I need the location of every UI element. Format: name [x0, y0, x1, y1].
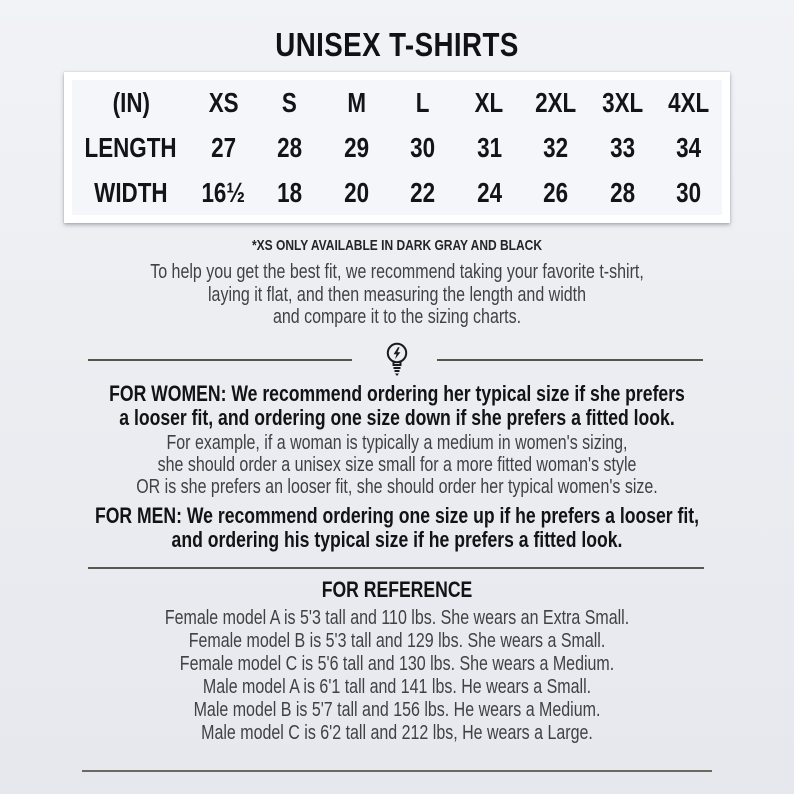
size-column-header: 4XL	[668, 86, 710, 118]
size-column-header: S	[282, 86, 298, 118]
reference-line: Male model B is 5'7 tall and 156 lbs. He wears a Medium.	[193, 699, 601, 721]
size-column-header: XL	[474, 86, 504, 118]
bottom-divider	[82, 770, 712, 772]
width-row-label: WIDTH	[94, 176, 168, 208]
fit-example-line: For example, if a woman is typically a medium in women's sizing,	[166, 432, 628, 454]
width-cell: 30	[676, 176, 702, 208]
page-title: UNISEX T-SHIRTS	[275, 26, 519, 63]
length-cell: 29	[343, 131, 369, 163]
size-chart-table	[72, 80, 722, 215]
length-cell: 33	[609, 131, 635, 163]
reference-line: Female model C is 5'6 tall and 130 lbs. She wears a Medium.	[179, 653, 615, 675]
width-cell: 24	[476, 176, 502, 208]
length-cell: 28	[277, 131, 303, 163]
men-advice-line: and ordering his typical size if he prefers a fitted look.	[171, 527, 623, 552]
width-cell: 18	[277, 176, 303, 208]
divider-line	[88, 359, 352, 361]
reference-line: Male model C is 6'2 tall and 212 lbs, He wears a Large.	[201, 722, 593, 744]
size-column-header: L	[415, 86, 430, 118]
reference-line: Male model A is 6'1 tall and 141 lbs. He wears a Small.	[202, 676, 592, 698]
width-cell: 20	[343, 176, 369, 208]
reference-heading: FOR REFERENCE	[321, 577, 473, 602]
size-column-header: XS	[208, 86, 239, 118]
reference-line: Female model A is 5'3 tall and 110 lbs. She wears an Extra Small.	[164, 607, 630, 629]
length-cell: 31	[476, 131, 502, 163]
size-column-header: 3XL	[601, 86, 643, 118]
reference-line: Female model B is 5'3 tall and 129 lbs. She wears a Small.	[188, 630, 606, 652]
length-cell: 34	[676, 131, 702, 163]
unit-header-cell: (IN)	[112, 86, 150, 118]
xs-availability-note: *XS ONLY AVAILABLE IN DARK GRAY AND BLACK	[251, 237, 543, 254]
width-cell: 16½	[201, 176, 246, 208]
fit-tip-line: and compare it to the sizing charts.	[272, 306, 522, 328]
fit-example-line: OR is she prefers an looser fit, she should order her typical women's size.	[136, 476, 658, 498]
length-cell: 32	[543, 131, 569, 163]
fit-example-line: she should order a unisex size small for a more fitted woman's style	[157, 454, 637, 476]
divider-line	[437, 359, 703, 361]
fit-tip-line: laying it flat, and then measuring the length and width	[207, 284, 587, 306]
length-cell: 27	[210, 131, 236, 163]
size-chart-box	[64, 72, 730, 223]
section-divider	[88, 567, 704, 569]
men-advice-line: FOR MEN: We recommend ordering one size up if he prefers a looser fit,	[94, 503, 700, 528]
size-column-header: 2XL	[535, 86, 577, 118]
lightbulb-bolt-icon	[383, 341, 411, 379]
women-advice-line: FOR WOMEN: We recommend ordering her typical size if she prefers	[109, 381, 685, 406]
size-column-header: M	[346, 86, 366, 118]
width-cell: 26	[543, 176, 569, 208]
width-cell: 28	[609, 176, 635, 208]
length-row-label: LENGTH	[84, 131, 178, 163]
women-advice-line: a looser fit, and ordering one size down if she prefers a fitted look.	[119, 405, 675, 430]
length-cell: 30	[410, 131, 436, 163]
fit-tip-line: To help you get the best fit, we recommend taking your favorite t-shirt,	[150, 261, 644, 283]
width-cell: 22	[410, 176, 436, 208]
